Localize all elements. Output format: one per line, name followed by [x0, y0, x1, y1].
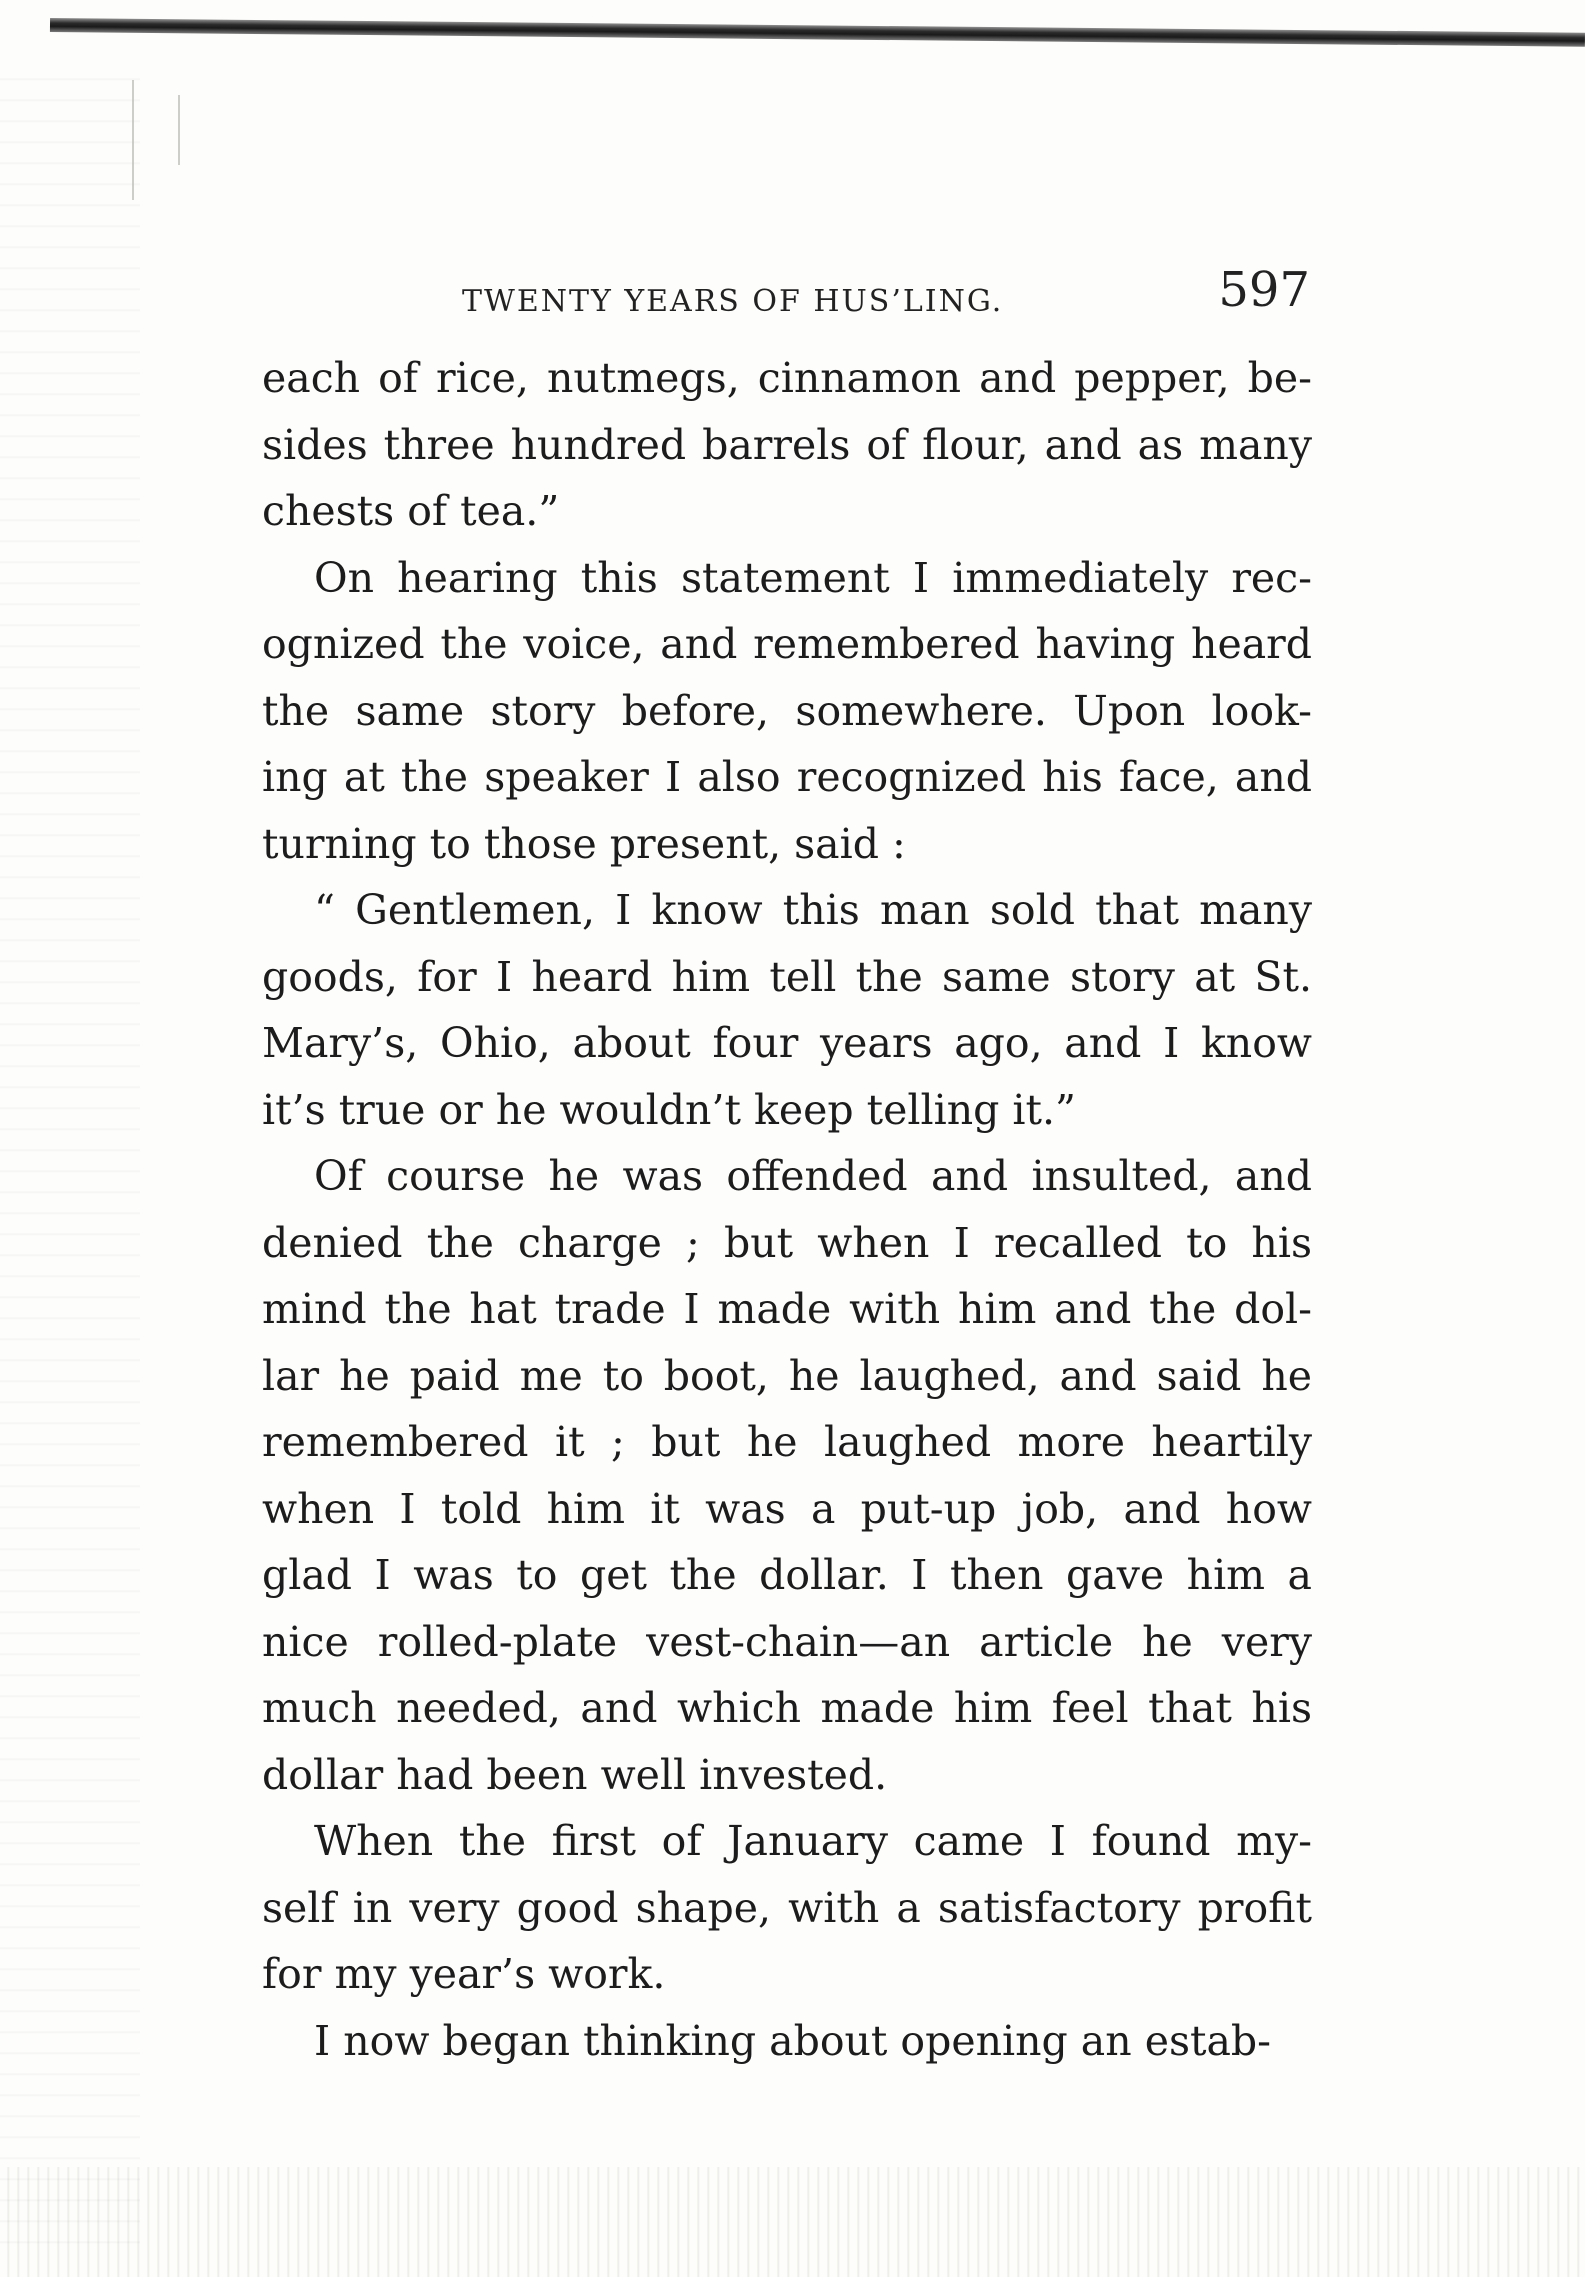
text-line: glad I was to get the dollar. I then gave him a: [262, 1551, 1312, 1599]
scan-artifact-line: [178, 95, 180, 165]
text-line: lar he paid me to boot, he laughed, and said he: [262, 1351, 1312, 1400]
text-line: goods, for I heard him tell the same story at St.: [262, 952, 1312, 1001]
scan-artifact-line: [132, 80, 134, 200]
text-line: mind the hat trade I made with him and the dol-: [262, 1285, 1312, 1333]
scan-top-edge: [50, 18, 1585, 47]
text-line: denied the charge ; but when I recalled to his: [262, 1218, 1312, 1267]
scan-noise-bottom: [0, 2167, 1585, 2277]
text-line: self in very good shape, with a satisfactory profit: [262, 1883, 1312, 1932]
scan-noise-left: [0, 60, 140, 2260]
text-line: On hearing this statement I immediately rec-: [314, 553, 1312, 602]
text-line: “ Gentlemen, I know this man sold that many: [314, 886, 1312, 934]
text-line: for my year’s work.: [262, 1950, 666, 1998]
page-number: 597: [1218, 262, 1310, 318]
text-line: Mary’s, Ohio, about four years ago, and I know: [262, 1019, 1312, 1067]
text-line: ing at the speaker I also recognized his face, and: [262, 753, 1312, 801]
text-line: Of course he was offended and insulted, and: [314, 1152, 1312, 1200]
text-line: ognized the voice, and remembered having heard: [262, 620, 1312, 668]
text-line: each of rice, nutmegs, cinnamon and pepper, be-: [262, 354, 1312, 402]
text-line: chests of tea.”: [262, 487, 560, 535]
text-line: dollar had been well invested.: [262, 1750, 888, 1799]
paragraph: [262, 1808, 1312, 2008]
text-line: it’s true or he wouldn’t keep telling it.”: [262, 1085, 1076, 1134]
paragraph: [262, 1143, 1312, 1808]
running-title: TWENTY YEARS OF HUS’LING.: [462, 284, 1004, 319]
text-line: much needed, and which made him feel that his: [262, 1684, 1312, 1732]
paragraph: [262, 877, 1312, 1143]
paragraph: [262, 2008, 1312, 2075]
text-line: When the first of January came I found my-: [314, 1817, 1312, 1865]
text-line: when I told him it was a put-up job, and how: [262, 1484, 1312, 1533]
paragraph: [262, 545, 1312, 878]
text-line: turning to those present, said :: [262, 819, 906, 868]
page-header: [262, 262, 1310, 342]
text-line: sides three hundred barrels of flour, and as many: [262, 420, 1312, 469]
text-line: nice rolled-plate vest-chain—an article he very: [262, 1617, 1312, 1666]
text-line: I now began thinking about opening an estab-: [314, 2016, 1272, 2065]
text-line: remembered it ; but he laughed more heartily: [262, 1418, 1312, 1466]
paragraph: [262, 345, 1312, 545]
text-line: the same story before, somewhere. Upon look-: [262, 686, 1312, 735]
body-text: [262, 345, 1312, 2074]
